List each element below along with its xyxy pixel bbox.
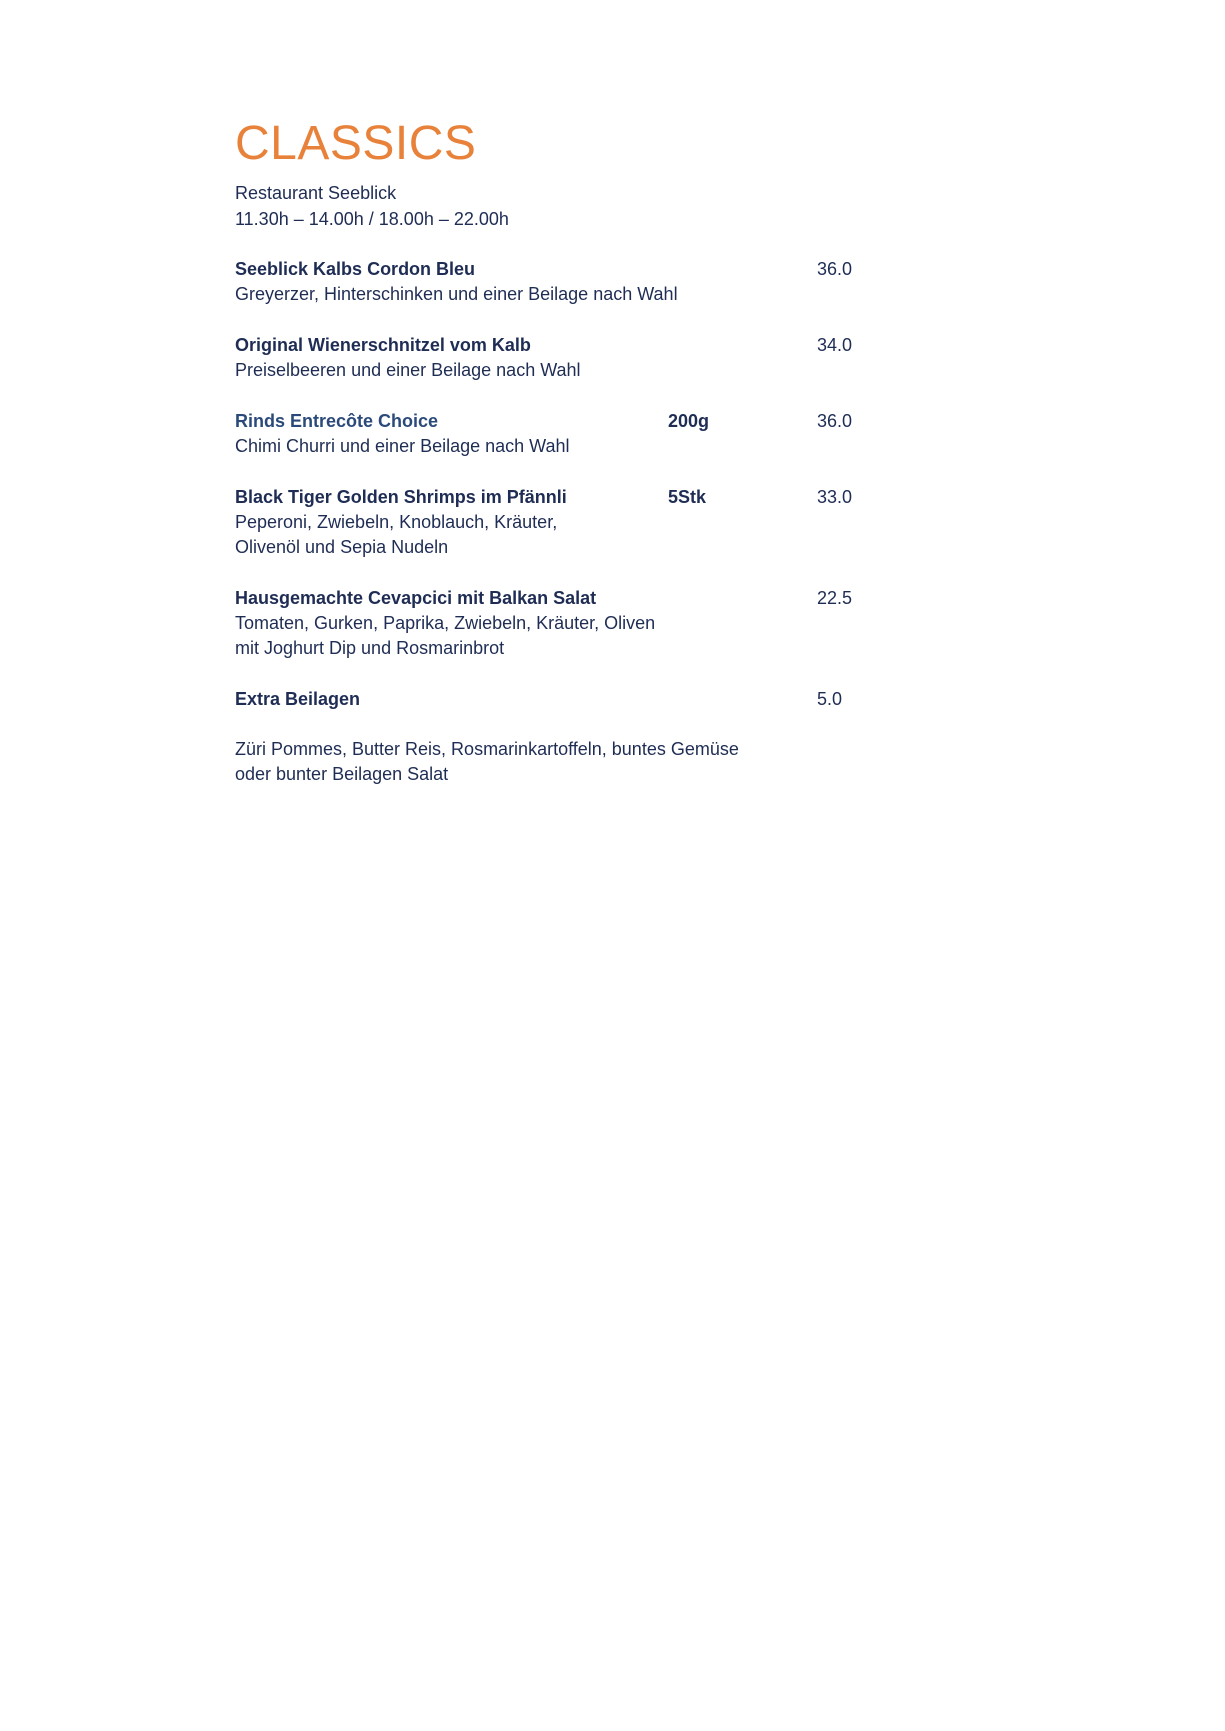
item-price: 22.5 — [817, 588, 853, 608]
item-description: Preiselbeeren und einer Beilage nach Wahl — [235, 360, 581, 380]
item-name: Black Tiger Golden Shrimps im Pfännli — [235, 487, 567, 507]
extras-note — [235, 737, 935, 787]
item-name: Hausgemachte Cevapcici mit Balkan Salat — [235, 588, 597, 608]
item-description: Tomaten, Gurken, Paprika, Zwiebeln, Kräuter, Oliven — [235, 613, 656, 633]
item-quantity: 5Stk — [668, 487, 707, 507]
extras-note-line: Züri Pommes, Butter Reis, Rosmarinkartoffeln, buntes Gemüse — [235, 739, 739, 759]
menu-item — [235, 484, 935, 560]
restaurant-name: Restaurant Seeblick — [235, 183, 397, 203]
menu-item — [235, 585, 935, 661]
item-description: Chimi Churri und einer Beilage nach Wahl — [235, 436, 570, 456]
item-description: Olivenöl und Sepia Nudeln — [235, 537, 449, 557]
menu-items — [235, 256, 935, 712]
item-price: 36.0 — [817, 411, 853, 431]
item-price: 34.0 — [817, 335, 853, 355]
menu-item — [235, 686, 935, 712]
item-description: Peperoni, Zwiebeln, Knoblauch, Kräuter, — [235, 512, 558, 532]
menu-item — [235, 256, 935, 307]
item-price: 5.0 — [817, 689, 843, 709]
item-name: Original Wienerschnitzel vom Kalb — [235, 335, 531, 355]
item-description: mit Joghurt Dip und Rosmarinbrot — [235, 638, 505, 658]
page-title: CLASSICS — [235, 117, 477, 170]
item-price: 36.0 — [817, 259, 853, 279]
menu-page — [235, 117, 935, 787]
item-name: Rinds Entrecôte Choice — [235, 411, 439, 431]
menu-item — [235, 332, 935, 383]
item-price: 33.0 — [817, 487, 853, 507]
menu-item — [235, 408, 935, 459]
extras-note-line: oder bunter Beilagen Salat — [235, 764, 449, 784]
item-quantity: 200g — [668, 411, 710, 431]
item-description: Greyerzer, Hinterschinken und einer Beilage nach Wahl — [235, 284, 678, 304]
item-name: Extra Beilagen — [235, 689, 361, 709]
item-name: Seeblick Kalbs Cordon Bleu — [235, 259, 476, 279]
opening-hours: 11.30h – 14.00h / 18.00h – 22.00h — [235, 209, 509, 229]
